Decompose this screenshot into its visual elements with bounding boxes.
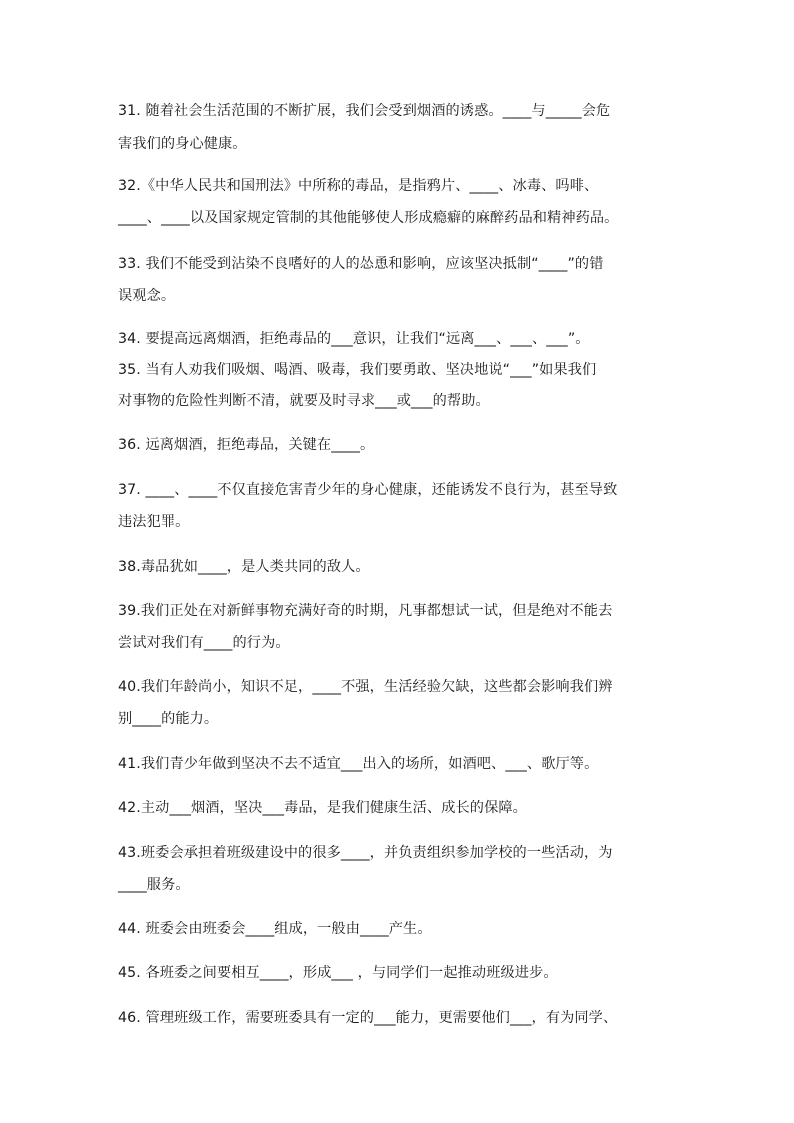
text-line: 39.我们正处在对新鲜事物充满好奇的时期，凡事都想试一试，但是绝对不能去 (118, 603, 613, 619)
text-line: 35. 当有人劝我们吸烟、喝酒、吸毒，我们要勇敢、坚决地说“___”如果我们 (118, 362, 597, 378)
text-line: 40.我们年龄尚小，知识不足，____不强，生活经验欠缺，这些都会影响我们辨 (118, 679, 613, 695)
text-line: ____服务。 (118, 877, 190, 893)
text-line: 37. ____、____不仅直接危害青少年的身心健康，还能诱发不良行为，甚至导致 (118, 482, 618, 498)
text-line: 违法犯罪。 (118, 514, 190, 530)
text-line: 34. 要提高远离烟酒，拒绝毒品的___意识，让我们“远离___、___、___”。 (118, 331, 590, 347)
text-line: 43.班委会承担着班级建设中的很多____，并负责组织参加学校的一些活动，为 (118, 845, 613, 861)
text-line: 误观念。 (118, 288, 176, 304)
text-line: 41.我们青少年做到坚决不去不适宜___出入的场所，如酒吧、___、歌厅等。 (118, 756, 599, 772)
text-line: 45. 各班委之间要相互____，形成___ ，与同学们一起推动班级进步。 (118, 965, 558, 981)
text-line: 害我们的身心健康。 (118, 136, 247, 152)
text-line: 36. 远离烟酒，拒绝毒品，关键在____。 (118, 437, 375, 453)
text-line: 别____的能力。 (118, 711, 219, 727)
text-line: 44. 班委会由班委会____组成，一般由____产生。 (118, 921, 432, 937)
text-line: ____、____以及国家规定管制的其他能够使人形成瘾癖的麻醉药品和精神药品。 (118, 210, 619, 226)
text-line: 42.主动___烟酒，坚决___毒品，是我们健康生活、成长的保障。 (118, 800, 527, 816)
text-line: 对事物的危险性判断不清，就要及时寻求___或___的帮助。 (118, 393, 490, 409)
text-line: 尝试对我们有____的行为。 (118, 635, 290, 651)
text-line: 38.毒品犹如____，是人类共同的敌人。 (118, 559, 370, 575)
text-line: 33. 我们不能受到沾染不良嗜好的人的怂恿和影响，应该坚决抵制“____”的错 (118, 256, 604, 272)
text-line: 46. 管理班级工作，需要班委具有一定的___能力，更需要他们___，有为同学、 (118, 1010, 618, 1026)
text-line: 32.《中华人民共和国刑法》中所称的毒品，是指鸦片、____、冰毒、吗啡、 (118, 178, 599, 194)
text-line: 31. 随着社会生活范围的不断扩展，我们会受到烟酒的诱惑。____与_____会危 (118, 103, 611, 119)
